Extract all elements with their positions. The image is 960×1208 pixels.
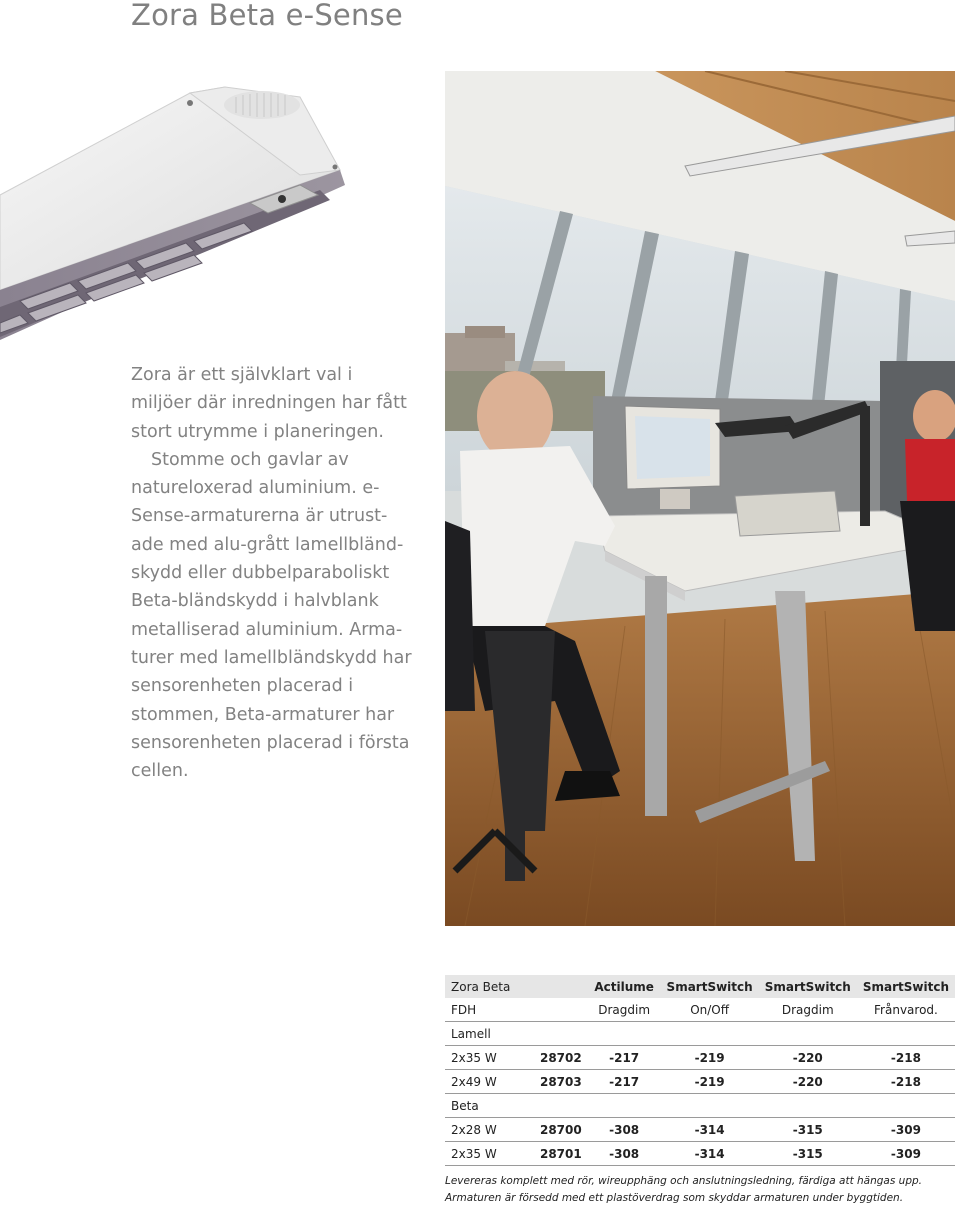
table-header-cell: SmartSwitch	[857, 975, 955, 998]
table-cell: 2x35 W	[445, 1142, 532, 1166]
table-cell: -218	[857, 1070, 955, 1094]
page-title: Zora Beta e-Sense	[131, 0, 403, 32]
table-cell: -217	[588, 1070, 661, 1094]
table-cell: 2x49 W	[445, 1070, 532, 1094]
table-cell: 2x28 W	[445, 1118, 532, 1142]
table-group-row	[445, 1094, 955, 1118]
table-subheader-cell	[532, 998, 588, 1022]
table-group-label: Beta	[445, 1094, 955, 1118]
table-cell: -308	[588, 1142, 661, 1166]
table-cell: 2x35 W	[445, 1046, 532, 1070]
table-cell: -219	[661, 1070, 759, 1094]
table-cell: -314	[661, 1118, 759, 1142]
table-cell: -220	[759, 1046, 857, 1070]
table-subheader-cell: FDH	[445, 998, 532, 1022]
table-subheader-cell: On/Off	[661, 998, 759, 1022]
table-cell: 28700	[532, 1118, 588, 1142]
table-cell: -314	[661, 1142, 759, 1166]
table-header-row	[445, 975, 955, 998]
table-header-cell: SmartSwitch	[661, 975, 759, 998]
table-row	[445, 1070, 955, 1094]
table-footnotes	[445, 1173, 955, 1207]
intro-paragraph-1: Zora är ett självklart val i miljöer där inredningen har fått stort utrymme i planeringen.	[131, 365, 407, 442]
table-header-cell: Zora Beta	[445, 975, 532, 998]
table-cell: -218	[857, 1046, 955, 1070]
table-header-cell: SmartSwitch	[759, 975, 857, 998]
table-cell: -217	[588, 1046, 661, 1070]
table-group-row	[445, 1022, 955, 1046]
table-subheader-cell: Frånvarod.	[857, 998, 955, 1022]
table-cell: -308	[588, 1118, 661, 1142]
office-photo	[445, 71, 955, 926]
table-cell: -315	[759, 1118, 857, 1142]
table-cell: 28702	[532, 1046, 588, 1070]
table-subheader-cell: Dragdim	[759, 998, 857, 1022]
table-cell: -309	[857, 1142, 955, 1166]
table-cell: -219	[661, 1046, 759, 1070]
table-subheader-cell: Dragdim	[588, 998, 661, 1022]
table-row	[445, 1118, 955, 1142]
table-cell: -220	[759, 1070, 857, 1094]
table-header-cell	[532, 975, 588, 998]
table-cell: -309	[857, 1118, 955, 1142]
footnote: Armaturen är försedd med ett plastöverdrag som skyddar armaturen under byggtiden.	[445, 1192, 904, 1204]
footnote: Levereras komplett med rör, wireupphäng och anslutningsledning, färdiga att hängas upp.	[445, 1175, 922, 1187]
table-cell: 28701	[532, 1142, 588, 1166]
spec-table	[445, 975, 955, 1166]
intro-text	[131, 361, 416, 785]
table-subheader-row	[445, 998, 955, 1022]
table-group-label: Lamell	[445, 1022, 955, 1046]
intro-paragraph-2: Stomme och gavlar av natureloxerad aluminium. e-Sense-armaturerna är utrust-ade med alu-grått lamellbländ-skydd eller dubbelparaboliskt Beta-bländskydd i halvblank metalliserad aluminium. Arma-turer med lamellbländskydd har sensorenheten placerad i stommen, Beta-armaturer har sensorenheten placerad i första cellen.	[131, 449, 412, 782]
table-header-cell: Actilume	[588, 975, 661, 998]
luminaire-product-image	[0, 75, 380, 350]
table-row	[445, 1142, 955, 1166]
table-cell: 28703	[532, 1070, 588, 1094]
table-cell: -315	[759, 1142, 857, 1166]
table-row	[445, 1046, 955, 1070]
